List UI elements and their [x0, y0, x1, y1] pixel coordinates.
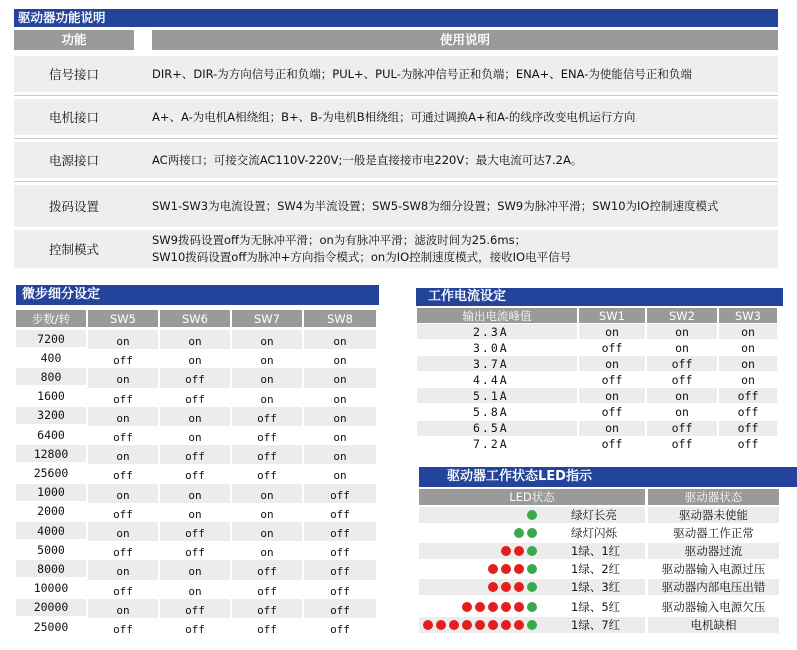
function-usage	[152, 56, 778, 92]
steps-cell: 25000	[16, 618, 86, 635]
switch-cell: off	[160, 618, 230, 638]
current-value-cell: 3.7A	[417, 356, 577, 371]
switch-cell: off	[579, 437, 645, 452]
switch-cell: on	[579, 388, 645, 403]
switch-cell: off	[88, 541, 158, 561]
switch-cell: off	[160, 522, 230, 542]
switch-cell: on	[88, 407, 158, 427]
led-state-text: 绿灯闪烁	[537, 525, 645, 541]
function-name: 电源接口	[48, 153, 99, 168]
switch-cell: off	[160, 464, 230, 484]
function-row	[14, 56, 778, 92]
current-header-cell: SW2	[647, 308, 717, 323]
red-led-icon	[501, 620, 511, 630]
row-divider	[14, 181, 778, 182]
switch-cell: off	[647, 372, 717, 387]
microstep-row	[16, 522, 376, 539]
switch-cell: off	[579, 405, 645, 420]
red-led-icon	[488, 582, 498, 592]
current-row	[417, 405, 777, 420]
green-led-icon	[527, 564, 537, 574]
steps-cell: 400	[16, 349, 86, 366]
function-name: 控制模式	[48, 242, 99, 257]
driver-state-text: 驱动器内部电压出错	[648, 579, 779, 595]
microstep-row	[16, 349, 376, 366]
usage-line: AC两接口；可接交流AC110V-220V;一般是直接接市电220V；最大电流可达7.2A。	[152, 152, 583, 167]
current-row	[417, 437, 777, 452]
switch-cell: on	[88, 599, 158, 619]
switch-cell: off	[88, 426, 158, 446]
current-value-cell: 6.5A	[417, 421, 577, 436]
switch-cell: off	[160, 388, 230, 408]
switch-cell: on	[88, 560, 158, 580]
switch-cell: off	[88, 349, 158, 369]
microstep-row	[16, 599, 376, 616]
switch-cell: off	[304, 522, 376, 542]
switch-cell: on	[719, 372, 777, 387]
function-row	[14, 185, 778, 227]
red-led-icon	[475, 620, 485, 630]
switch-cell: off	[304, 580, 376, 600]
switch-cell: off	[647, 437, 717, 452]
switch-cell: off	[719, 388, 777, 403]
switch-cell: on	[304, 445, 376, 465]
red-led-icon	[514, 546, 524, 556]
switch-cell: on	[88, 445, 158, 465]
led-row	[419, 507, 779, 523]
led-header-cell: LED状态	[419, 489, 645, 505]
switch-cell: on	[647, 324, 717, 339]
switch-cell: on	[304, 464, 376, 484]
microstep-row	[16, 368, 376, 385]
current-value-cell: 3.0A	[417, 340, 577, 355]
switch-cell: on	[160, 407, 230, 427]
switch-cell: off	[232, 599, 302, 619]
switch-cell: off	[160, 541, 230, 561]
switch-cell: on	[304, 426, 376, 446]
switch-cell: on	[160, 330, 230, 350]
switch-cell: off	[304, 484, 376, 504]
switch-cell: on	[579, 356, 645, 371]
microstep-row	[16, 541, 376, 558]
red-led-icon	[514, 582, 524, 592]
driver-state-text: 驱动器未使能	[648, 507, 779, 523]
switch-cell: off	[88, 580, 158, 600]
header-usage: 使用说明	[152, 30, 778, 50]
section-title-driver-functions: 驱动器功能说明	[14, 9, 778, 27]
switch-cell: off	[232, 426, 302, 446]
green-led-icon	[527, 510, 537, 520]
steps-cell: 1600	[16, 388, 86, 405]
green-led-icon	[527, 582, 537, 592]
red-led-icon	[436, 620, 446, 630]
microstep-row	[16, 580, 376, 597]
led-dots	[419, 599, 537, 615]
switch-cell: on	[232, 368, 302, 388]
current-row	[417, 372, 777, 387]
led-row	[419, 561, 779, 577]
switch-cell: off	[88, 388, 158, 408]
led-state-text: 1绿、3红	[537, 579, 645, 595]
switch-cell: on	[232, 503, 302, 523]
red-led-icon	[488, 564, 498, 574]
function-name: 电机接口	[48, 110, 99, 125]
switch-cell: on	[579, 324, 645, 339]
current-row	[417, 324, 777, 339]
microstep-header-cell: SW6	[160, 310, 230, 327]
steps-cell: 20000	[16, 599, 86, 616]
red-led-icon	[488, 602, 498, 612]
steps-cell: 25600	[16, 464, 86, 481]
microstep-header-row	[16, 310, 376, 327]
driver-state-text: 电机缺相	[648, 617, 779, 633]
microstep-header-cell: SW5	[88, 310, 158, 327]
usage-line: SW9拨码设置off为无脉冲平滑；on为有脉冲平滑；滤波时间为25.6ms；	[152, 233, 527, 247]
switch-cell: on	[304, 368, 376, 388]
header-function: 功能	[14, 30, 134, 50]
switch-cell: on	[88, 522, 158, 542]
function-usage	[152, 185, 778, 227]
steps-cell: 4000	[16, 522, 86, 539]
switch-cell: off	[304, 541, 376, 561]
led-state-text: 1绿、5红	[537, 599, 645, 615]
switch-cell: off	[232, 464, 302, 484]
microstep-row	[16, 503, 376, 520]
steps-cell: 2000	[16, 503, 86, 520]
current-row	[417, 388, 777, 403]
switch-cell: off	[719, 421, 777, 436]
switch-cell: off	[88, 503, 158, 523]
current-header-cell: SW3	[719, 308, 777, 323]
led-row	[419, 579, 779, 595]
switch-cell: off	[88, 618, 158, 638]
switch-cell: on	[232, 522, 302, 542]
switch-cell: off	[719, 405, 777, 420]
microstep-row	[16, 484, 376, 501]
microstep-row	[16, 445, 376, 462]
function-usage	[152, 99, 778, 135]
section-title-led: 驱动器工作状态LED指示	[419, 467, 797, 487]
led-dots	[419, 507, 537, 523]
led-dots	[419, 561, 537, 577]
red-led-icon	[475, 602, 485, 612]
green-led-icon	[527, 620, 537, 630]
microstep-header-cell: SW8	[304, 310, 376, 327]
switch-cell: off	[647, 356, 717, 371]
usage-line: SW1-SW3为电流设置；SW4为半流设置；SW5-SW8为细分设置；SW9为脉冲平滑；SW10为IO控制速度模式	[152, 198, 719, 213]
driver-state-text: 驱动器工作正常	[648, 525, 779, 541]
red-led-icon	[501, 582, 511, 592]
switch-cell: on	[304, 388, 376, 408]
red-led-icon	[501, 546, 511, 556]
switch-cell: off	[232, 445, 302, 465]
led-state-text: 1绿、7红	[537, 617, 645, 633]
switch-cell: on	[160, 426, 230, 446]
section-title-microstep: 微步细分设定	[16, 285, 379, 305]
led-state-text: 1绿、1红	[537, 543, 645, 559]
current-value-cell: 2.3A	[417, 324, 577, 339]
switch-cell: on	[719, 324, 777, 339]
red-led-icon	[514, 602, 524, 612]
switch-cell: off	[232, 560, 302, 580]
table-header-functions	[14, 30, 778, 50]
switch-cell: on	[647, 405, 717, 420]
steps-cell: 5000	[16, 541, 86, 558]
function-name: 信号接口	[48, 67, 99, 82]
switch-cell: on	[647, 388, 717, 403]
switch-cell: on	[232, 330, 302, 350]
led-header-row	[419, 489, 779, 505]
switch-cell: on	[579, 421, 645, 436]
current-value-cell: 5.8A	[417, 405, 577, 420]
section-title-current: 工作电流设定	[416, 288, 783, 306]
switch-cell: off	[232, 580, 302, 600]
steps-cell: 1000	[16, 484, 86, 501]
current-value-cell: 7.2A	[417, 437, 577, 452]
steps-cell: 6400	[16, 426, 86, 443]
red-led-icon	[501, 564, 511, 574]
function-usage	[152, 142, 778, 178]
switch-cell: off	[304, 503, 376, 523]
current-row	[417, 340, 777, 355]
switch-cell: off	[304, 599, 376, 619]
switch-cell: on	[160, 484, 230, 504]
switch-cell: off	[88, 464, 158, 484]
microstep-row	[16, 407, 376, 424]
usage-line: DIR+、DIR-为方向信号正和负端；PUL+、PUL-为脉冲信号正和负端；ENA+、ENA-为使能信号正和负端	[152, 66, 692, 81]
led-row	[419, 599, 779, 615]
switch-cell: on	[232, 388, 302, 408]
switch-cell: off	[647, 421, 717, 436]
steps-cell: 3200	[16, 407, 86, 424]
led-state-text: 绿灯长亮	[537, 507, 645, 523]
function-name: 拨码设置	[48, 199, 99, 214]
switch-cell: off	[232, 618, 302, 638]
switch-cell: on	[232, 349, 302, 369]
switch-cell: on	[304, 349, 376, 369]
red-led-icon	[462, 602, 472, 612]
microstep-row	[16, 388, 376, 405]
switch-cell: on	[88, 484, 158, 504]
switch-cell: on	[232, 541, 302, 561]
switch-cell: off	[160, 599, 230, 619]
function-usage	[152, 230, 778, 268]
microstep-row	[16, 560, 376, 577]
switch-cell: off	[160, 368, 230, 388]
switch-cell: on	[304, 407, 376, 427]
red-led-icon	[449, 620, 459, 630]
steps-cell: 800	[16, 368, 86, 385]
switch-cell: off	[719, 437, 777, 452]
led-dots	[419, 579, 537, 595]
led-row	[419, 617, 779, 633]
switch-cell: off	[579, 372, 645, 387]
steps-cell: 10000	[16, 580, 86, 597]
switch-cell: off	[304, 618, 376, 638]
steps-cell: 7200	[16, 330, 86, 347]
green-led-icon	[527, 546, 537, 556]
microstep-header-cell: SW7	[232, 310, 302, 327]
current-header-cell: SW1	[579, 308, 645, 323]
function-row	[14, 230, 778, 268]
function-row	[14, 142, 778, 178]
driver-state-text: 驱动器输入电源欠压	[648, 599, 779, 615]
led-dots	[419, 617, 537, 633]
steps-cell: 12800	[16, 445, 86, 462]
switch-cell: on	[160, 349, 230, 369]
current-header-cell: 输出电流峰值	[417, 308, 577, 323]
switch-cell: on	[232, 484, 302, 504]
red-led-icon	[514, 564, 524, 574]
usage-line: SW10拨码设置off为脉冲+方向指令模式；on为IO控制速度模式，接收IO电平信号	[152, 250, 572, 264]
row-divider	[14, 138, 778, 139]
function-row	[14, 99, 778, 135]
switch-cell: on	[88, 368, 158, 388]
microstep-row	[16, 330, 376, 347]
row-divider	[14, 95, 778, 96]
switch-cell: off	[579, 340, 645, 355]
microstep-row	[16, 426, 376, 443]
current-value-cell: 5.1A	[417, 388, 577, 403]
red-led-icon	[501, 602, 511, 612]
microstep-header-cell: 步数/转	[16, 310, 86, 327]
switch-cell: off	[160, 445, 230, 465]
red-led-icon	[423, 620, 433, 630]
switch-cell: on	[719, 356, 777, 371]
led-dots	[419, 543, 537, 559]
current-row	[417, 356, 777, 371]
switch-cell: on	[719, 340, 777, 355]
red-led-icon	[488, 620, 498, 630]
steps-cell: 8000	[16, 560, 86, 577]
led-row	[419, 543, 779, 559]
green-led-icon	[527, 528, 537, 538]
red-led-icon	[462, 620, 472, 630]
switch-cell: on	[160, 560, 230, 580]
switch-cell: on	[304, 330, 376, 350]
microstep-row	[16, 618, 376, 635]
red-led-icon	[514, 620, 524, 630]
current-header-row	[417, 308, 777, 323]
switch-cell: off	[304, 560, 376, 580]
green-led-icon	[514, 528, 524, 538]
led-state-text: 1绿、2红	[537, 561, 645, 577]
switch-cell: on	[88, 330, 158, 350]
green-led-icon	[527, 602, 537, 612]
usage-line: A+、A-为电机A相绕组；B+、B-为电机B相绕组；可通过调换A+和A-的线序改变电机运行方向	[152, 109, 636, 124]
current-value-cell: 4.4A	[417, 372, 577, 387]
led-header-cell: 驱动器状态	[648, 489, 779, 505]
current-row	[417, 421, 777, 436]
switch-cell: off	[232, 407, 302, 427]
led-dots	[419, 525, 537, 541]
driver-state-text: 驱动器过流	[648, 543, 779, 559]
driver-state-text: 驱动器输入电源过压	[648, 561, 779, 577]
microstep-row	[16, 464, 376, 481]
led-row	[419, 525, 779, 541]
switch-cell: on	[160, 580, 230, 600]
switch-cell: on	[160, 503, 230, 523]
switch-cell: on	[647, 340, 717, 355]
